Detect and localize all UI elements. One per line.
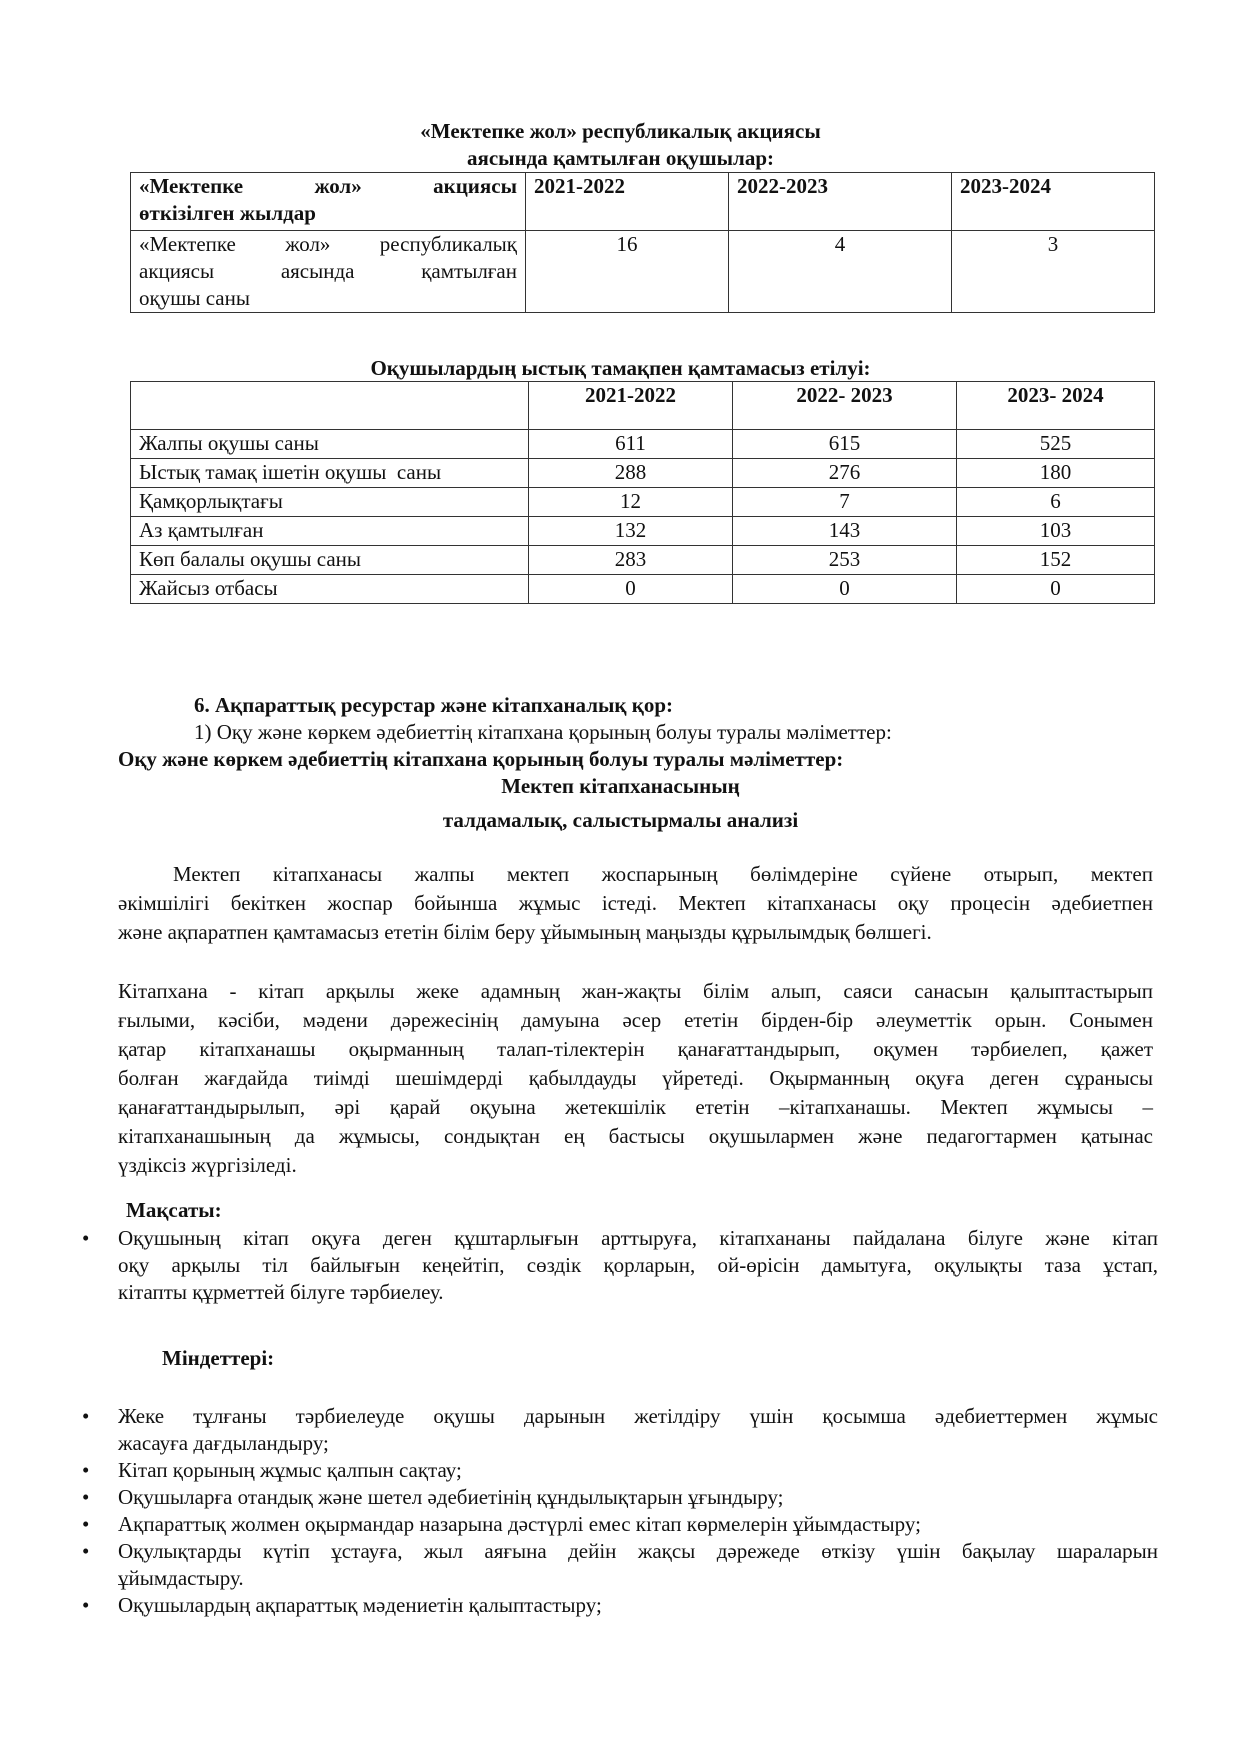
table-cell: 525 — [957, 430, 1155, 459]
tasks-heading: Міндеттері: — [162, 1346, 275, 1370]
header-word: акциясы — [433, 174, 517, 198]
table2-title: Оқушылардың ыстық тамақпен қамтамасыз етілуі: — [370, 356, 871, 380]
table2-year-header: 2021-2022 — [529, 382, 733, 430]
bullet-icon: • — [82, 1593, 90, 1617]
bullet-icon: • — [82, 1404, 90, 1428]
goals-heading: Мақсаты: — [126, 1198, 222, 1222]
list-item-line: Жеке тұлғаны тәрбиелеуде оқушы дарынын жетілдіру үшін қосымша әдебиеттермен жұмыс — [118, 1404, 1158, 1428]
table-row — [131, 575, 1155, 604]
table-row — [131, 546, 1155, 575]
table-cell: 6 — [957, 488, 1155, 517]
table-cell: 288 — [529, 459, 733, 488]
table-cell: 0 — [957, 575, 1155, 604]
table1-title-line2: аясында қамтылған оқушылар: — [466, 146, 774, 170]
paragraph-line: Кітапхана - кітап арқылы жеке адамның жан-жақты білім алып, саяси санасын қалыптастырып — [118, 979, 1153, 1003]
row-word: акциясы — [139, 259, 215, 283]
header-word: «Мектепке — [139, 174, 244, 198]
table2-year-header: 2022- 2023 — [733, 382, 957, 430]
list-item — [82, 1511, 1158, 1538]
paragraph-line: және ақпаратпен қамтамасыз ететін білім беру ұйымының маңызды құрылымдық бөлшегі. — [118, 920, 932, 944]
table2-empty-header — [131, 382, 529, 430]
table2-row-label: Аз қамтылған — [131, 517, 529, 546]
library-paragraph-2 — [118, 978, 1153, 1181]
table-cell: 103 — [957, 517, 1155, 546]
table2-row-label: Қамқорлықтағы — [131, 488, 529, 517]
list-item — [82, 1484, 1158, 1511]
row-label-line: оқушы саны — [139, 286, 250, 310]
table-cell: 253 — [733, 546, 957, 575]
table2-row-label: Жалпы оқушы саны — [131, 430, 529, 459]
list-item-line: Оқушыларға отандық және шетел әдебиетінің құндылықтарын ұғындыру; — [118, 1485, 784, 1509]
list-item-line: Кітап қорының жұмыс қалпын сақтау; — [118, 1458, 462, 1482]
tasks-list — [82, 1403, 1158, 1619]
paragraph-line: болған жағдайда тиімді шешімдерді қабылдауды үйретеді. Оқырманның оқуға деген сұранысы — [118, 1066, 1153, 1090]
table-row — [131, 382, 1155, 430]
paragraph-line: ғылыми, кәсіби, мәдени дәрежесінің дамуына әсер ететін бірден-бір әлеуметтік орын. Сонымен — [118, 1008, 1153, 1032]
bullet-icon: • — [82, 1512, 90, 1536]
table-cell: 16 — [526, 231, 729, 313]
section6-heading: 6. Ақпараттық ресурстар және кітапханалық қор: — [194, 693, 674, 717]
goals-list — [82, 1225, 1158, 1306]
table2-row-label: Жайсыз отбасы — [131, 575, 529, 604]
paragraph-line: кітапханашының да жұмысы, сондықтан ең бастысы оқушылармен және педагогтармен қатынас — [118, 1124, 1153, 1148]
list-item-line: Ақпараттық жолмен оқырмандар назарына дәстүрлі емес кітап көрмелерін ұйымдастыру; — [118, 1512, 921, 1536]
header-line: өткізілген жылдар — [139, 201, 316, 225]
table-cell: 12 — [529, 488, 733, 517]
table-cell: 4 — [729, 231, 952, 313]
section6-subheading: 1) Оқу және көркем әдебиеттің кітапхана қорының болуы туралы мәліметтер: — [194, 720, 892, 744]
table-row — [131, 173, 1155, 231]
table1-header-label — [131, 173, 526, 231]
paragraph-line: қатар кітапханашы оқырманның талап-тілектерін қанағаттандырып, оқумен тәрбиелеп, қажет — [118, 1037, 1153, 1061]
school-road-table — [130, 172, 1155, 313]
list-item-line: ұйымдастыру. — [118, 1566, 244, 1590]
bullet-icon: • — [82, 1539, 90, 1563]
table-cell: 7 — [733, 488, 957, 517]
table1-year-header: 2022-2023 — [729, 173, 952, 231]
table1-year-header: 2023-2024 — [952, 173, 1155, 231]
table-cell: 132 — [529, 517, 733, 546]
table1-row-label — [131, 231, 526, 313]
section6-bold-heading: Оқу және көркем әдебиеттің кітапхана қорының болуы туралы мәліметтер: — [118, 747, 844, 771]
row-word: қамтылған — [421, 259, 517, 283]
paragraph-line: әкімшілігі бекіткен жоспар бойынша жұмыс істеді. Мектеп кітапханасы оқу процесін әдебиетпен — [118, 891, 1153, 915]
table-cell: 276 — [733, 459, 957, 488]
bullet-icon: • — [82, 1485, 90, 1509]
table-cell: 143 — [733, 517, 957, 546]
table-cell: 152 — [957, 546, 1155, 575]
table2-year-header: 2023- 2024 — [957, 382, 1155, 430]
list-item — [82, 1403, 1158, 1457]
list-item-line: жасауға дағдыландыру; — [118, 1431, 329, 1455]
table-row — [131, 517, 1155, 546]
table-cell: 0 — [733, 575, 957, 604]
table1-title-line1: «Мектепке жол» республикалық акциясы — [420, 119, 821, 143]
list-item-line: Оқушылардың ақпараттық мәдениетін қалыптастыру; — [118, 1593, 602, 1617]
library-paragraph-1 — [118, 861, 1153, 948]
table-cell: 0 — [529, 575, 733, 604]
list-item — [82, 1225, 1158, 1306]
table-cell: 615 — [733, 430, 957, 459]
row-word: аясында — [280, 259, 355, 283]
list-item — [82, 1538, 1158, 1592]
bullet-icon: • — [82, 1458, 90, 1482]
table-row — [131, 231, 1155, 313]
list-item-line: оқу арқылы тіл байлығын кеңейтіп, сөздік қорларын, ой-өрісін дамытуға, оқулықты таза ұстап, — [118, 1253, 1158, 1277]
row-label-line: «Мектепке жол» республикалық — [139, 232, 517, 256]
table-cell: 180 — [957, 459, 1155, 488]
table-row — [131, 430, 1155, 459]
list-item-line: Оқулықтарды күтіп ұстауға, жыл аяғына дейін жақсы дәрежеде өткізу үшін бақылау шараларын — [118, 1539, 1158, 1563]
paragraph-line: үздіксіз жүргізіледі. — [118, 1153, 297, 1177]
table2-row-label: Көп балалы оқушы саны — [131, 546, 529, 575]
analysis-title-line1: Мектеп кітапханасының — [501, 774, 740, 798]
table-row — [131, 459, 1155, 488]
list-item-line: кітапты құрметтей білуге тәрбиелеу. — [118, 1280, 444, 1304]
table-cell: 611 — [529, 430, 733, 459]
table-row — [131, 488, 1155, 517]
bullet-icon: • — [82, 1226, 90, 1250]
list-item — [82, 1457, 1158, 1484]
table2-row-label: Ыстық тамақ ішетін оқушы саны — [131, 459, 529, 488]
analysis-title-line2: талдамалық, салыстырмалы анализі — [442, 808, 799, 832]
hot-meals-table — [130, 381, 1155, 604]
paragraph-line: Мектеп кітапханасы жалпы мектеп жоспарының бөлімдеріне сүйене отырып, мектеп — [173, 862, 1153, 886]
table-cell: 283 — [529, 546, 733, 575]
paragraph-line: қанағаттандырылып, әрі қарай оқуына жетекшілік ететін –кітапханашы. Мектеп жұмысы – — [118, 1095, 1153, 1119]
header-word: жол» — [314, 174, 362, 198]
list-item-line: Оқушының кітап оқуға деген құштарлығын арттыруға, кітапхананы пайдалана білуге және кітап — [118, 1226, 1158, 1250]
list-item — [82, 1592, 1158, 1619]
table-cell: 3 — [952, 231, 1155, 313]
table1-year-header: 2021-2022 — [526, 173, 729, 231]
